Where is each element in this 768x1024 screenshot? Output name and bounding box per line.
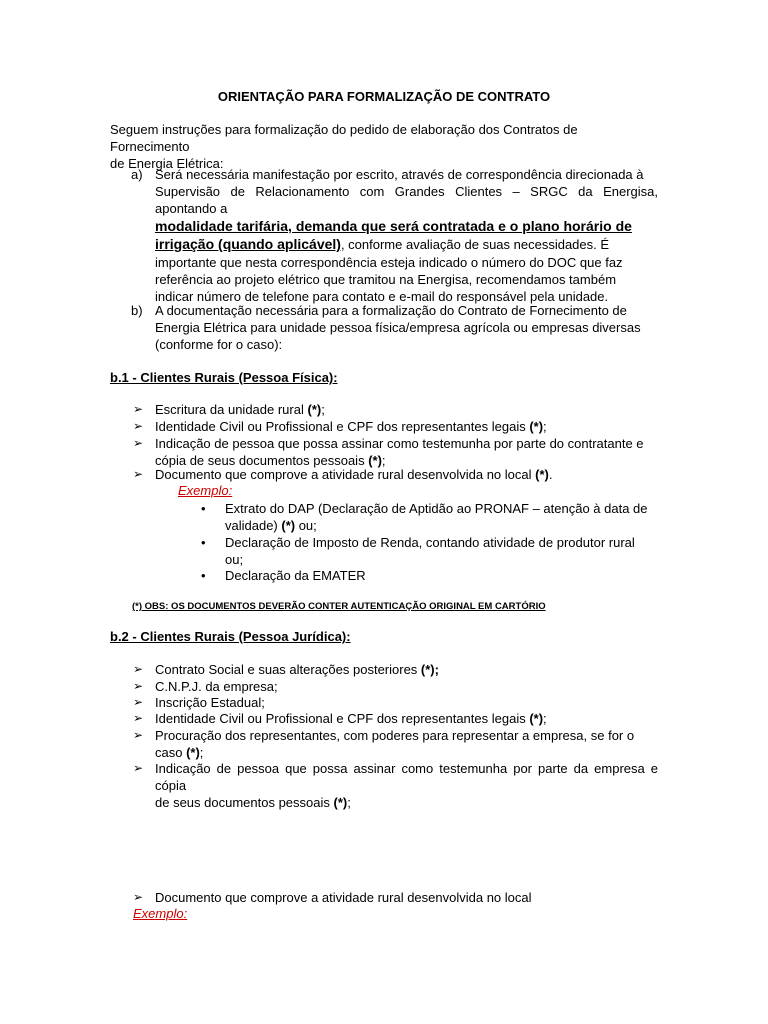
sub-list-item: Extrato do DAP (Declaração de Aptidão ao PRONAF – atenção à data de validade) (*) ou; <box>225 501 648 533</box>
text-line: referência ao projeto elétrico que tramitou na Energisa, recomendamos também <box>155 272 617 287</box>
arrowhead-bullet-icon: ➢ <box>133 761 144 775</box>
section-b1-heading: b.1 - Clientes Rurais (Pessoa Física): <box>110 370 338 385</box>
text-line: Energia Elétrica para unidade pessoa física/empresa agrícola ou empresas diversas <box>155 320 641 335</box>
intro-line: de Energia Elétrica: <box>110 156 224 171</box>
arrowhead-bullet-icon: ➢ <box>133 662 144 676</box>
round-bullet-icon: • <box>201 568 206 583</box>
intro-line: Seguem instruções para formalização do pedido de elaboração dos Contratos de Fornecimento <box>110 122 578 154</box>
text-fragment: , conforme avaliação de suas necessidades. É <box>340 237 610 252</box>
round-bullet-icon: • <box>201 535 206 550</box>
emphasis-text: irrigação (quando aplicável) <box>155 236 341 252</box>
example-label: Exemplo: <box>178 483 233 498</box>
intro-paragraph <box>110 121 658 172</box>
arrowhead-bullet-icon: ➢ <box>133 711 144 725</box>
list-item: Contrato Social e suas alterações posteriores (*); <box>155 662 439 677</box>
text-line: indicar número de telefone para contato e e-mail do responsável pela unidade. <box>155 289 609 304</box>
round-bullet-icon: • <box>201 501 206 516</box>
text-line: importante que nesta correspondência esteja indicado o número do DOC que faz <box>155 255 623 270</box>
arrowhead-bullet-icon: ➢ <box>133 419 144 433</box>
arrowhead-bullet-icon: ➢ <box>133 467 144 481</box>
text-line: Será necessária manifestação por escrito, através de correspondência direcionada à <box>155 167 644 182</box>
sub-list-item: Declaração da EMATER <box>225 568 366 583</box>
arrowhead-bullet-icon: ➢ <box>133 679 144 693</box>
obs-note: (*) OBS: OS DOCUMENTOS DEVERÃO CONTER AUTENTICAÇÃO ORIGINAL EM CARTÓRIO <box>132 601 546 612</box>
list-item: Documento que comprove a atividade rural desenvolvida no local <box>155 890 532 905</box>
item-b-marker: b) <box>131 303 143 318</box>
text-line: A documentação necessária para a formalização do Contrato de Fornecimento de <box>155 303 627 318</box>
list-item: Inscrição Estadual; <box>155 695 265 710</box>
item-a-marker: a) <box>131 167 143 182</box>
list-item: Documento que comprove a atividade rural desenvolvida no local (*). <box>155 467 553 482</box>
item-b-text <box>155 302 658 353</box>
arrowhead-bullet-icon: ➢ <box>133 890 144 904</box>
list-item: C.N.P.J. da empresa; <box>155 679 278 694</box>
arrowhead-bullet-icon: ➢ <box>133 402 144 416</box>
text-line <box>155 235 658 254</box>
example-label: Exemplo: <box>133 906 188 921</box>
arrowhead-bullet-icon: ➢ <box>133 728 144 742</box>
arrowhead-bullet-icon: ➢ <box>133 436 144 450</box>
item-a-text <box>155 166 658 305</box>
list-item: Identidade Civil ou Profissional e CPF dos representantes legais (*); <box>155 419 547 434</box>
document-title: ORIENTAÇÃO PARA FORMALIZAÇÃO DE CONTRATO <box>217 89 551 104</box>
list-item: Escritura da unidade rural (*); <box>155 402 325 417</box>
list-item: Identidade Civil ou Profissional e CPF dos representantes legais (*); <box>155 711 547 726</box>
list-item: Indicação de pessoa que possa assinar como testemunha por parte do contratante e cópia de seus documentos pessoais (*); <box>155 436 644 468</box>
emphasis-line: modalidade tarifária, demanda que será contratada e o plano horário de <box>155 218 632 234</box>
list-item: Indicação de pessoa que possa assinar como testemunha por parte da empresa e cópia de seus documentos pessoais (*); <box>155 761 658 810</box>
arrowhead-bullet-icon: ➢ <box>133 695 144 709</box>
list-item: Procuração dos representantes, com poderes para representar a empresa, se for o caso (*); <box>155 728 635 760</box>
section-b2-heading: b.2 - Clientes Rurais (Pessoa Jurídica): <box>110 629 351 644</box>
sub-list-item: Declaração de Imposto de Renda, contando atividade de produtor rural ou; <box>225 535 635 567</box>
text-line: Supervisão de Relacionamento com Grandes Clientes – SRGC da Energisa, apontando a <box>155 184 658 216</box>
text-line: (conforme for o caso): <box>155 337 283 352</box>
